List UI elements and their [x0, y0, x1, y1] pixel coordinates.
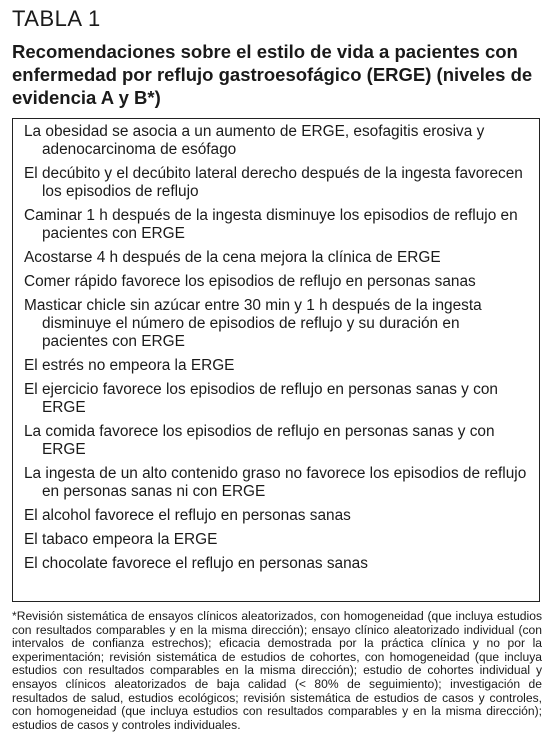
recommendation-item: Caminar 1 h después de la ingesta disminuye los episodios de reflujo en pacientes con ERGE: [24, 207, 518, 242]
evidence-footnote: *Revisión sistemática de ensayos clínicos aleatorizados, con homogeneidad (que incluya estudios con resultados comparables y en la misma dirección); ensayo clínico aleatorizado individual (con intervalos de confianza estrechos); eficacia demostrada por la práctica clínica y no por la experimentación; revisión sistemática de estudios de cohortes, con homogeneidad (que incluya estudios con resultados comparables en la misma dirección); estudio de cohortes individual y ensayos clínicos aleatorizados de baja calidad (< 80% de seguimiento); investigación de resultados de salud, estudios ecológicos; revisión sistemática de estudios de casos y controles, con homogeneidad (que incluya estudios con resultados comparables y en la misma dirección); estudios de casos y controles individuales.: [12, 609, 542, 732]
recommendation-item: Masticar chicle sin azúcar entre 30 min y 1 h después de la ingesta disminuye el número de episodios de reflujo y su duración en pacientes con ERGE: [24, 297, 482, 350]
recommendation-item: Acostarse 4 h después de la cena mejora la clínica de ERGE: [24, 249, 441, 266]
table-title: Recomendaciones sobre el estilo de vida a pacientes con enfermedad por reflujo gastroesofágico (ERGE) (niveles de evidencia A y B*): [12, 41, 533, 108]
recommendation-item: La obesidad se asocia a un aumento de ERGE, esofagitis erosiva y adenocarcinoma de esófago: [24, 123, 485, 158]
recommendation-item: El chocolate favorece el reflujo en personas sanas: [24, 555, 368, 572]
recommendation-item: Comer rápido favorece los episodios de reflujo en personas sanas: [24, 273, 476, 290]
table-label: TABLA 1: [12, 6, 101, 31]
recommendation-item: El ejercicio favorece los episodios de reflujo en personas sanas y con ERGE: [24, 381, 498, 416]
recommendation-item: El alcohol favorece el reflujo en personas sanas: [24, 507, 351, 524]
recommendation-item: El estrés no empeora la ERGE: [24, 357, 235, 374]
recommendation-item: La ingesta de un alto contenido graso no favorece los episodios de reflujo en personas sanas ni con ERGE: [24, 465, 527, 500]
recommendation-item: La comida favorece los episodios de reflujo en personas sanas y con ERGE: [24, 423, 495, 458]
recommendations-box: [12, 118, 540, 602]
recommendation-item: El decúbito y el decúbito lateral derecho después de la ingesta favorecen los episodios de reflujo: [24, 165, 523, 200]
recommendation-item: El tabaco empeora la ERGE: [24, 531, 218, 548]
